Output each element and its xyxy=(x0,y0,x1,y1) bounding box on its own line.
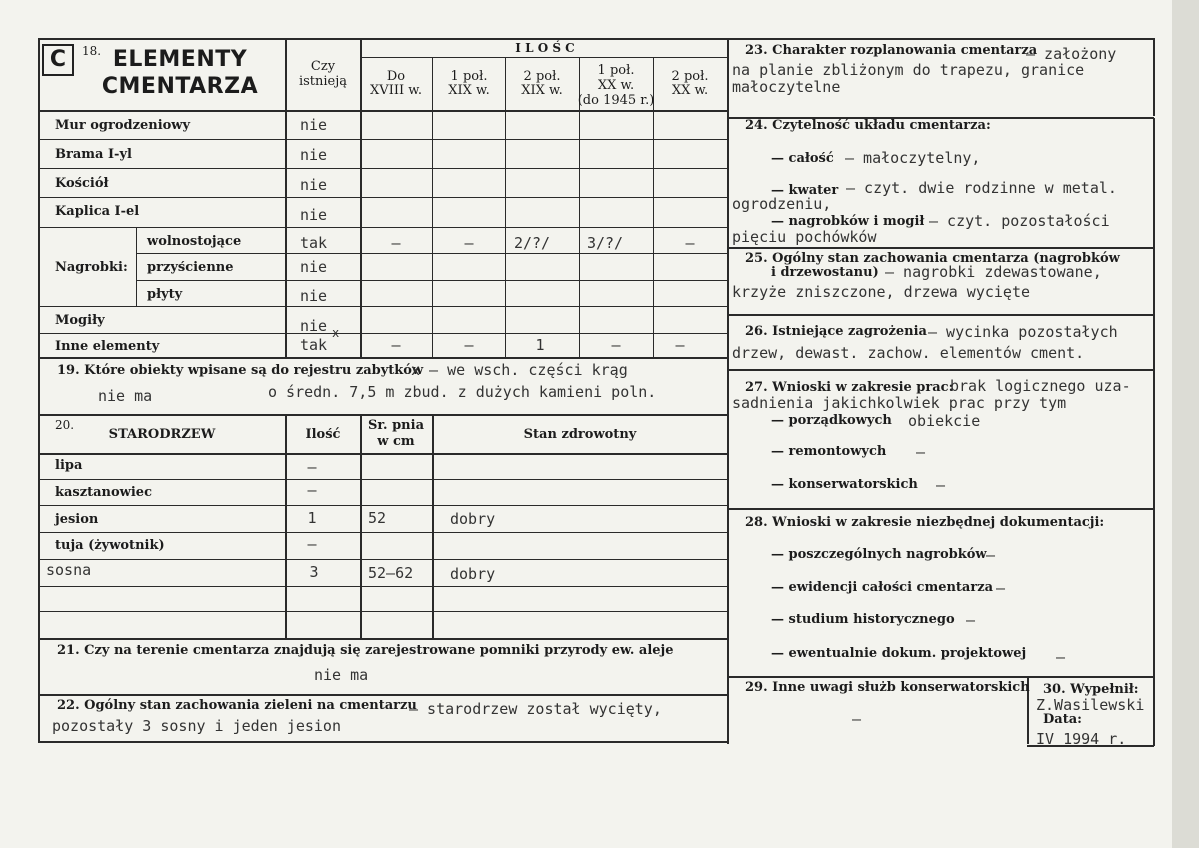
row-label-inne: Inne elementy xyxy=(55,339,160,354)
sd-qty-lipa: – xyxy=(307,458,317,476)
col-exists-right xyxy=(360,38,362,358)
nagrobki-wolnostojace-p1: – xyxy=(391,234,401,252)
nagrobki-wolnostojace-exists: tak xyxy=(300,234,328,252)
title-line1: ELEMENTY xyxy=(112,47,248,72)
q30-date: IV 1994 r. xyxy=(1036,730,1127,748)
q19-answer-line1: x – we wsch. części krąg xyxy=(411,361,628,379)
period-3-l2: XIX w. xyxy=(521,83,563,98)
q24-bottom xyxy=(728,247,1154,249)
q23-answer-line2: na planie zbliżonym do trapezu, granice xyxy=(732,61,1085,79)
starodrzew-col-health: Stan zdrowotny xyxy=(523,427,637,442)
row-label-mogily: Mogiły xyxy=(55,313,105,328)
inne-p3: 1 xyxy=(535,336,545,354)
sd-row-line xyxy=(38,479,728,480)
sd-health-jesion: dobry xyxy=(450,510,496,528)
row-exists-mogily: nie xyxy=(300,317,328,335)
sd-qty-jesion: 1 xyxy=(307,509,317,527)
sd-row-line xyxy=(38,532,728,533)
q27-item-remontowych: — remontowych xyxy=(771,444,887,459)
q24-nagrobkow-line2: pięciu pochówków xyxy=(732,228,877,246)
q24-calosc: – małoczytelny, xyxy=(845,149,981,167)
starodrzew-title: STARODRZEW xyxy=(108,427,216,442)
sd-species-sosna: sosna xyxy=(46,561,92,579)
q26-answer-line1: – wycinka pozostałych xyxy=(928,323,1118,341)
row-line xyxy=(136,253,728,254)
q24-calosc-label: — całość xyxy=(771,151,834,166)
ilosc-divider xyxy=(360,57,728,58)
starodrzew-col-qty: Ilość xyxy=(305,427,341,442)
q19-answer-left: nie ma xyxy=(98,387,153,405)
starodrzew-bottom xyxy=(38,638,728,640)
q22-answer-line2: pozostały 3 sosny i jeden jesion xyxy=(52,717,341,735)
q28-bottom xyxy=(728,676,1154,678)
q28-item-nagrobkow: — poszczególnych nagrobków xyxy=(771,547,987,562)
row-exists-kaplica: nie xyxy=(300,206,328,224)
inne-p2: – xyxy=(464,336,474,354)
q30-date-label: Data: xyxy=(1043,712,1082,727)
starodrzew-header-bottom xyxy=(38,453,728,455)
row-line xyxy=(38,168,728,169)
inne-p4: – xyxy=(611,336,621,354)
q24-nagrobkow-label: — nagrobków i mogił xyxy=(771,214,925,229)
period-4-l2: XX w. xyxy=(597,78,635,93)
sd-col-health-left xyxy=(432,414,434,638)
q25-bottom xyxy=(728,314,1154,316)
q27-item-konserwatorskich-value: – xyxy=(936,476,946,494)
row-line xyxy=(38,139,728,140)
frame-right-top xyxy=(1153,38,1155,116)
row-exists-kosciol: nie xyxy=(300,176,328,194)
sd-species-jesion: jesion xyxy=(55,512,99,527)
sd-diam-sosna: 52–62 xyxy=(368,564,414,582)
q24-kwater-line1: – czyt. dwie rodzinne w metal. xyxy=(846,179,1117,197)
col-exists-header: Czy xyxy=(310,59,336,74)
q21-bottom xyxy=(38,694,728,696)
q23-answer-line3: małoczytelne xyxy=(732,78,841,96)
sd-row-line xyxy=(38,611,728,612)
starodrzew-col-diam: Sr. pnia xyxy=(368,418,424,433)
nagrobki-wolnostojace-p4: 3/?/ xyxy=(586,234,624,252)
q23-label: 23. Charakter rozplanowania cmentarza xyxy=(745,43,1038,58)
q28-item-nagrobkow-value: – xyxy=(986,546,996,564)
q29-answer: – xyxy=(852,710,862,728)
q21-label: 21. Czy na terenie cmentarza znajdują się zarejestrowane pomniki przyrody ew. aleje xyxy=(57,643,674,658)
q29-label: 29. Inne uwagi służb konserwatorskich xyxy=(745,680,1030,695)
col-exists-left xyxy=(285,38,287,358)
nagrobki-wolnostojace: wolnostojące xyxy=(147,234,242,249)
title-line2: CMENTARZA xyxy=(101,74,259,99)
starodrzew-field-no: 20. xyxy=(55,418,75,432)
nagrobki-divider xyxy=(136,227,137,306)
period-4-l1: 1 poł. xyxy=(597,63,635,78)
q25-answer-line1: – nagrobki zdewastowane, xyxy=(885,263,1102,281)
row-exists-mur: nie xyxy=(300,116,328,134)
q30-label: 30. Wypełnił: xyxy=(1043,682,1139,697)
q19-label: 19. Które obiekty wpisane są do rejestru zabytków xyxy=(57,363,424,378)
sd-row-line xyxy=(38,586,728,587)
sd-species-tuja: tuja (żywotnik) xyxy=(55,538,165,553)
frame-top xyxy=(38,38,1154,40)
inne-p5: – xyxy=(675,336,685,354)
row-label-kaplica: Kaplica I-el xyxy=(55,204,140,219)
row-line xyxy=(136,280,728,281)
q24-kwater-label: — kwater xyxy=(771,183,839,198)
q27-answer-line2: sadnienia jakichkolwiek prac przy tym xyxy=(732,394,1067,412)
mogily-mark: x xyxy=(332,326,340,340)
sd-health-sosna: dobry xyxy=(450,565,496,583)
period-2-l2: XIX w. xyxy=(448,83,490,98)
q19-answer-line2: o średn. 7,5 m zbud. z dużych kamieni poln. xyxy=(268,383,657,401)
sd-row-line xyxy=(38,559,728,560)
q23-answer-line1: – założony xyxy=(1026,45,1117,63)
q26-bottom xyxy=(728,369,1154,371)
q24-label: 24. Czytelność układu cmentarza: xyxy=(745,118,991,133)
period-1-l1: Do xyxy=(386,69,406,84)
q25-label-line2: i drzewostanu) xyxy=(771,265,879,280)
card-edge xyxy=(1172,0,1199,848)
q25-answer-line2: krzyże zniszczone, drzewa wycięte xyxy=(732,283,1031,301)
sd-row-line xyxy=(38,505,728,506)
sd-species-lipa: lipa xyxy=(55,458,83,473)
period-5-l1: 2 poł. xyxy=(671,69,709,84)
row-label-kosciol: Kościół xyxy=(55,176,109,191)
q27-label: 27. Wnioski w zakresie prac: xyxy=(745,380,954,395)
q28-label: 28. Wnioski w zakresie niezbędnej dokumentacji: xyxy=(745,515,1105,530)
nagrobki-wolnostojace-p2: – xyxy=(464,234,474,252)
q22-label: 22. Ogólny stan zachowania zieleni na cmentarzu xyxy=(57,698,417,713)
starodrzew-col-diam-2: w cm xyxy=(377,434,415,449)
col-p2 xyxy=(432,57,433,358)
nagrobki-plyty: płyty xyxy=(147,287,183,302)
q28-item-studium-value: – xyxy=(966,611,976,629)
row-exists-inne: tak xyxy=(300,336,328,354)
col-exists-header-2: istnieją xyxy=(298,74,348,89)
frame-left xyxy=(38,38,40,742)
q28-item-ewidencji: — ewidencji całości cmentarza xyxy=(771,580,994,595)
period-3-l1: 2 poł. xyxy=(523,69,561,84)
period-5-l2: XX w. xyxy=(671,83,709,98)
frame-right xyxy=(1153,118,1155,746)
q28-item-projektowej: — ewentualnie dokum. projektowej xyxy=(771,646,1027,661)
period-4-l3: (do 1945 r.) xyxy=(577,93,655,108)
col-count-header: I L O Ś C xyxy=(515,41,575,55)
q22-answer-line1: – starodrzew został wycięty, xyxy=(409,700,662,718)
row-label-mur: Mur ogrodzeniowy xyxy=(55,118,191,133)
q27-bottom xyxy=(728,508,1154,510)
nagrobki-label: Nagrobki: xyxy=(55,260,128,275)
row-label-brama: Brama I-yl xyxy=(55,147,132,162)
sd-col-qty-left xyxy=(285,414,287,638)
q30-name: Z.Wasilewski xyxy=(1036,696,1145,714)
period-2-l1: 1 poł. xyxy=(450,69,488,84)
q24-kwater-line2: ogrodzeniu, xyxy=(732,195,832,213)
q21-answer: nie ma xyxy=(314,666,369,684)
q27-item-remontowych-value: – xyxy=(916,443,926,461)
row-exists-brama: nie xyxy=(300,146,328,164)
q27-answer-line3: obiekcie xyxy=(908,412,981,430)
q24-nagrobkow-line1: – czyt. pozostałości xyxy=(929,212,1110,230)
q26-answer-line2: drzew, dewast. zachow. elementów cment. xyxy=(732,344,1085,362)
q28-item-studium: — studium historycznego xyxy=(771,612,955,627)
field-number: 18. xyxy=(82,44,102,58)
q28-item-ewidencji-value: – xyxy=(996,579,1006,597)
row-line xyxy=(38,197,728,198)
nagrobki-wolnostojace-p5: – xyxy=(685,234,695,252)
sd-diam-jesion: 52 xyxy=(368,509,387,527)
frame-bottom-left xyxy=(38,741,728,743)
row-line xyxy=(38,306,728,307)
nagrobki-przyscienne: przyścienne xyxy=(147,260,234,275)
row-line xyxy=(38,227,728,228)
q26-label: 26. Istniejące zagrożenia xyxy=(745,324,927,339)
nagrobki-przyscienne-exists: nie xyxy=(300,258,328,276)
sd-col-diam-left xyxy=(360,414,362,638)
elements-bottom xyxy=(38,357,728,359)
sd-qty-tuja: – xyxy=(307,535,317,553)
sd-qty-kasztanowiec: – xyxy=(307,481,317,499)
row-line xyxy=(38,333,728,334)
sd-species-kasztanowiec: kasztanowiec xyxy=(55,485,152,500)
q25-label-line1: 25. Ogólny stan zachowania cmentarza (nagrobków xyxy=(745,251,1120,266)
nagrobki-plyty-exists: nie xyxy=(300,287,328,305)
col-p3 xyxy=(505,57,506,358)
sd-qty-sosna: 3 xyxy=(309,563,319,581)
header-bottom xyxy=(38,110,728,112)
q19-bottom xyxy=(38,414,728,416)
q27-answer-line1: brak logicznego uza- xyxy=(950,377,1131,395)
q27-item-porzadkowych: — porządkowych xyxy=(771,413,892,428)
period-1-l2: XVIII w. xyxy=(370,83,422,98)
section-letter: C xyxy=(42,44,74,76)
q28-item-projektowej-value: – xyxy=(1056,648,1066,666)
inne-p1: – xyxy=(391,336,401,354)
q27-item-konserwatorskich: — konserwatorskich xyxy=(771,477,918,492)
nagrobki-wolnostojace-p3: 2/?/ xyxy=(513,234,551,252)
